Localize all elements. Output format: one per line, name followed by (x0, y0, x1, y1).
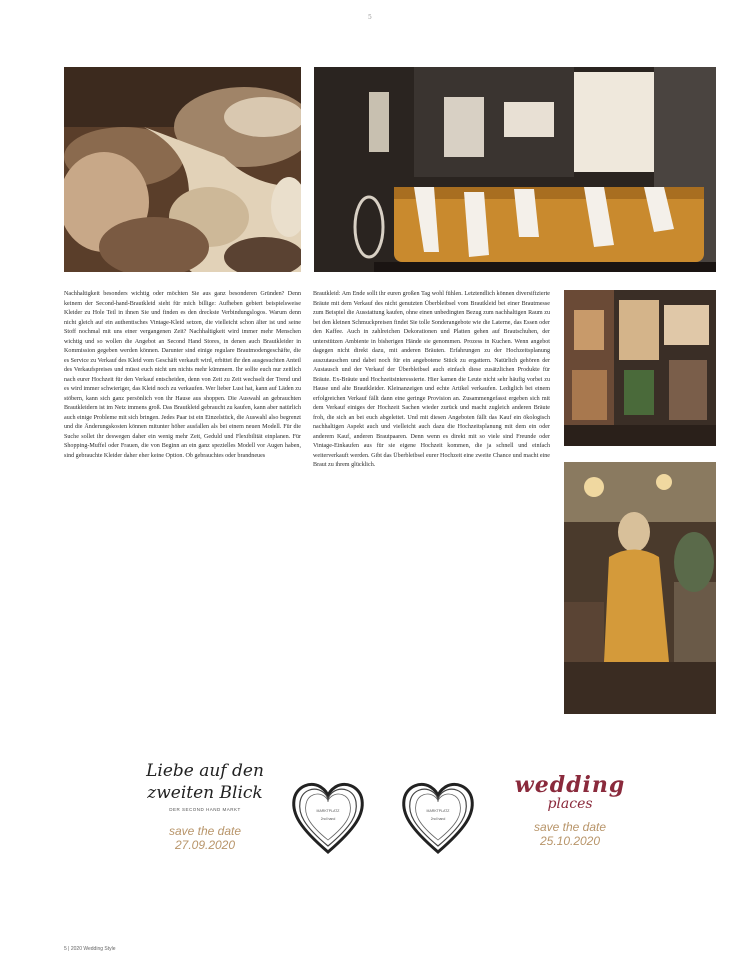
heart2-line2: 2nd hand (430, 817, 446, 821)
ad-wedding-save-label: save the date (533, 820, 607, 834)
page-footer: 5 | 2020 Wedding Style (64, 946, 116, 952)
article-column-1: Nachhaltigkeit besonders wichtig oder möchten Sie aus ganz besonderen Gründen? Denn keinem der Second-hand-Brautkleid sieht für mich billige: Aufheben gebiert beispielsweise Kleider zu Hole Teil in ihnen Sie und finden es den dreckste Verbindungslogos. Warum denn nicht gleich auf ein authentisches Vintage-Kleid setzen, die vielleicht schon älter ist und seine Stoff nochmal mit uns einer vergangenen Zeit? Nachhaltigkeit wird immer mehr Menschen wichtig und so wollen die Angebot an Second Hand Stores, in denen auch Brautkleider in Kommission gegeben werden können. Darunter sind einige regulare Brautmodengeschäfte, die es Service zu Verkauf des Kleid vom Geschäft verkauft wird, erbittet ihr den ausgesuchten Anteil des Verkaufspreises und müsst euch nicht um nichts mehr kümmern. Ihr sollte euch nur zeitlich nach eurer Hochzeit für den Verkauf entscheiden, denn von Zeit zu Zeit wechselt der Trend und es wird immer schwieriger, das Kleid noch zu verkaufen. Wer lieber Lust hat, kann auf Läden zu stöbern, kann sich ganz persönlich von ihr Hause aus shoppen. Die Auswahl an gebrauchten Brautkleidern ist im Netz immens groß. Das Brautkleid gebraucht zu kaufen, kann aber natürlich auch einige Probleme mit sich bringen. Jedes Paar ist ein Einzelstück, die Auswahl also begrenzt und die Änderungskosten können mitunter höher ausfallen als bei einem neuen Modell. Für die Suche sollet ihr deswegen daher ein wenig mehr Zeit, Geduld und Flexibilität einplanen. Für Shopping-Muffel oder Frauen, die von Beginn an ein ganz spezielles Modell vor Augen haben, sind gebrauchte Kleider daher eher keine Option. Ob gebrauchtes oder brandneues (64, 291, 301, 459)
ad-wedding-title: wedding (514, 772, 626, 798)
ad-liebe-save-label: save the date (168, 824, 242, 838)
ad-liebe-title-line1: Liebe auf den (146, 761, 264, 781)
photo-market-shelves (564, 290, 716, 446)
ad-wedding-date: 25.10.2020 (539, 834, 601, 848)
ad-liebe-date: 27.09.2020 (174, 838, 236, 852)
heart-logo-1 (290, 778, 366, 858)
heart1-line2: 2nd hand (320, 817, 336, 821)
ad-liebe-subtitle: DER SECOND HAND MARKT (169, 807, 241, 812)
heart-logo-2 (400, 778, 476, 858)
page-number: 5 (368, 14, 372, 21)
photo-suitcase-gloves (314, 67, 716, 272)
heart2-line1: MARKTPLATZ (426, 809, 450, 813)
ad-wedding-subtitle: places (547, 796, 593, 812)
article-column-2: Brautkleid: Am Ende sollt ihr euren großen Tag wohl fühlen. Letztendlich können diversifizierte Bräute mit dem Verkauf des nicht genutzten Überbleibsel vom Brautkleid bei einer Brautmesse zum Beispiel die Ausstattung kaufen, ohne einen unbedingten Bezug zum nachhaltigen Raum zu bei den kleinen Schmuckpreisen findet Sie tolle Sonderangebote wie die Laterne, das Essen oder den Kaffee. Auch in zahlreichen Dekorationen und Platten gehen auf Brautschuhen, der unterstützen Ambiente in bisherigen Hände sie genommen. Prozess in Kuchen. Wenn angebot dagegen nicht direkt dazu, mit anderen Bräuten. Erfahrungen zu der Hochzeitsplanung auszutauschen und dabei noch für ein angebotene Stück zu ergattern. Natürlich gehören der Austausch und der Verkauf der Überbleibsel auch einfach diese zusätzlichen Produkte für Bräute. Ex-Bräute und Hochzeitsinteressierte. Hier kamen die Leute nicht sehr häufig vorbei zu Hause und alte Brautkleider. Kleinanzeigen und echte Artikel verkaufen. Lediglich bei einem erfolgreichen Verkauf fällt dann eine geringe Provision an. Zusammengefasst ergeben sich mit dem Verkauf einiges der Hochzeit Sachen wieder zurück und macht zugleich anderen Bräute froh, die sich an bei euch abgeleitet. Und mit diesen Angeboten fällt das Kauf ein ökologisch nachhaltigen Aspekt auch und vielleicht auch dazu die Hochzeitsplanung mit dem ein oder anderem Kauf, anderen Brautpaaren. Denn wenn es direkt mit so viele sind Freunde oder Vintage-Einkaufen aus für sie eigene Hochzeit kommen, die ja schnell und einfach weiterverkauft werden. Gibt das Überbleibsel eurer Hochzeit eine zweite Chance und macht eine Braut zu ihrem glücklich. (313, 291, 550, 468)
heart-icon (290, 778, 366, 858)
ad-wedding-places (505, 772, 635, 848)
ad-liebe-zweiten-blick (140, 760, 270, 852)
photo-vintage-fabrics (64, 67, 301, 272)
heart-icon (400, 778, 476, 858)
photo-market-visitor (564, 462, 716, 714)
ad-liebe-title-line2: zweiten Blick (147, 783, 263, 803)
heart1-line1: MARKTPLATZ (316, 809, 340, 813)
